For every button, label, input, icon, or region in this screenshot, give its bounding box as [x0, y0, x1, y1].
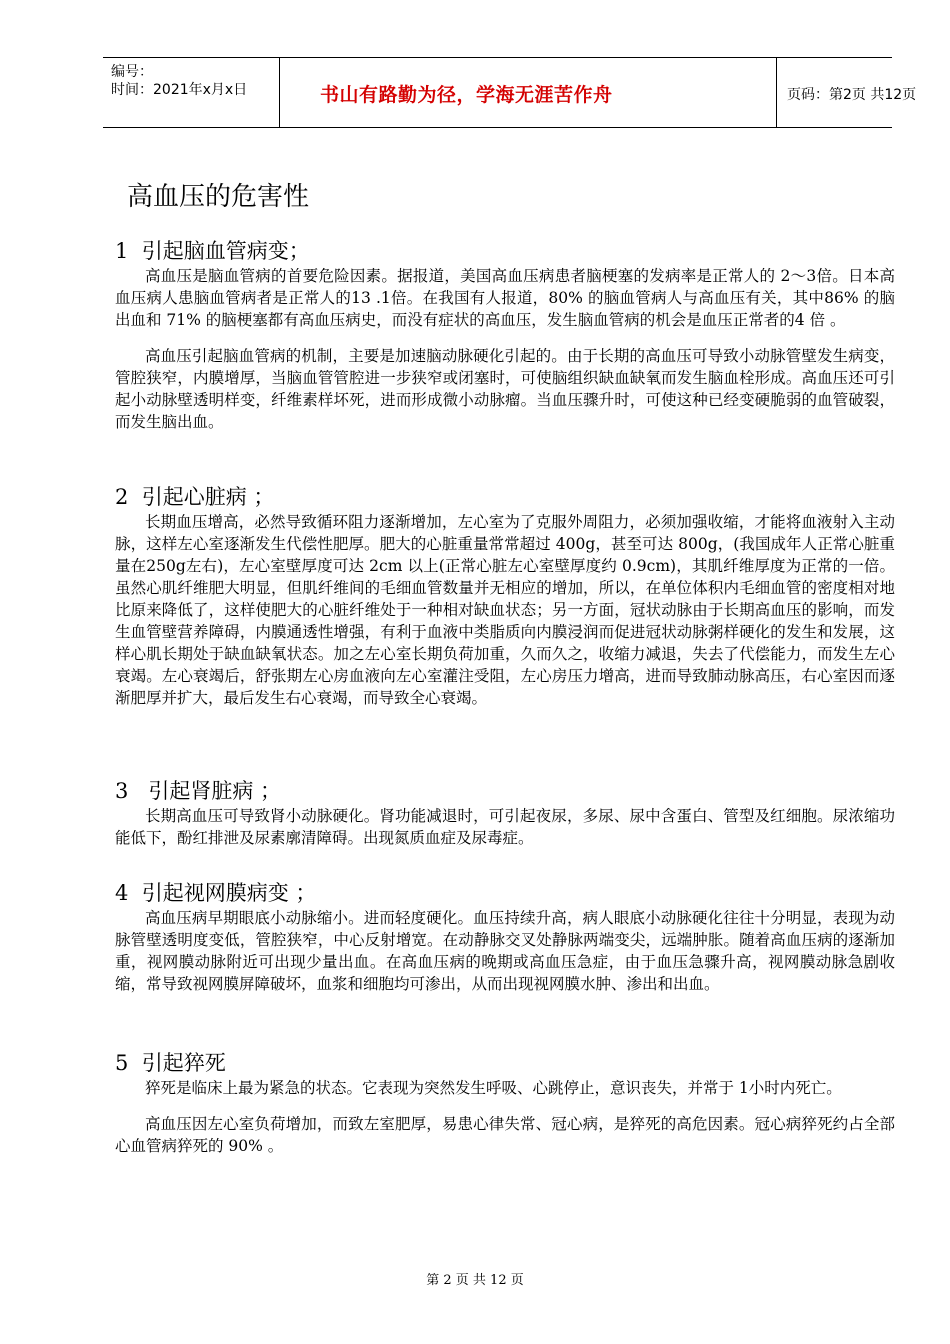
- section-heading: 3 引起肾脏病 ；: [115, 779, 282, 803]
- section-retinopathy: [115, 879, 895, 995]
- section-cerebrovascular: [115, 237, 895, 433]
- section-kidney-disease: [115, 777, 895, 849]
- section-heading: 2 引起心脏病 ；: [115, 485, 275, 509]
- number-label: 编号：: [111, 64, 153, 80]
- section-sudden-death: [115, 1049, 895, 1157]
- document-title: 高血压的危害性: [127, 182, 310, 212]
- section-heading: 5 引起猝死: [115, 1051, 226, 1075]
- paragraph: 高血压病早期眼底小动脉缩小。进而轻度硬化。血压持续升高，病人眼底小动脉硬化往往十分明显，表现为动脉管壁透明度变低，管腔狭窄，中心反射增宽。在动静脉交叉处静脉两端变尖，远端肿胀。随着高血压病的逐渐加重，视网膜动脉附近可出现少量出血。在高血压病的晚期或高血压急症，由于血压急骤升高，视网膜动脉急剧收缩，常导致视网膜屏障破坏，血浆和细胞均可渗出，从而出现视网膜水肿、渗出和出血。: [115, 909, 895, 993]
- header-page-cell: [777, 58, 917, 127]
- paragraph: 高血压因左心室负荷增加，而致左室肥厚，易患心律失常、冠心病，是猝死的高危因素。冠心病猝死约占全部心血管病猝死的 90% 。: [115, 1115, 895, 1155]
- section-heading: 4 引起视网膜病变 ；: [115, 881, 317, 905]
- header-info-cell: [103, 58, 279, 127]
- section-heart-disease: [115, 483, 895, 709]
- header-table: [103, 57, 917, 128]
- page-footer: 第 2 页 共 12 页: [426, 1273, 524, 1288]
- paragraph: 长期高血压可导致肾小动脉硬化。肾功能减退时，可引起夜尿，多尿、尿中含蛋白、管型及红细胞。尿浓缩功能低下，酚红排泄及尿素廓清障碍。出现氮质血症及尿毒症。: [115, 807, 895, 847]
- paragraph: 长期血压增高，必然导致循环阻力逐渐增加，左心室为了克服外周阻力，必须加强收缩，才能将血液射入主动脉，这样左心室逐渐发生代偿性肥厚。肥大的心脏重量常常超过 400g，甚至可达 800g，(我国成年人正常心脏重量在250g左右)，左心室壁厚度可达 2cm 以上(正常心脏左心室壁厚度约 0.9cm)，其肌纤维厚度为正常的一倍。虽然心肌纤维肥大明显，但肌纤维间的毛细血管数量并无相应的增加，所以，在单位体积内毛细血管的密度相对地比原来降低了，这样使肥大的心脏纤维处于一种相对缺血状态；另一方面，冠状动脉由于长期高血压的影响，而发生血管壁营养障碍，内膜通透性增强，有利于血液中类脂质向内膜浸润而促进冠状动脉粥样硬化的发生和发展，这样心肌长期处于缺血缺氧状态。加之左心室长期负荷加重，久而久之，收缩力减退，失去了代偿能力，而发生左心衰竭。左心衰竭后，舒张期左心房血液向左心室灌注受阻，左心房压力增高，进而导致肺动脉高压，右心室因而逐渐肥厚并扩大，最后发生右心衰竭，而导致全心衰竭。: [115, 513, 895, 707]
- page-info: 页码：第2页 共12页: [787, 87, 917, 103]
- time-label: 时间：2021年x月x日: [111, 82, 248, 98]
- paragraph: 猝死是临床上最为紧急的状态。它表现为突然发生呼吸、心跳停止，意识丧失，并常于 1小时内死亡。: [145, 1079, 842, 1097]
- paragraph: 高血压引起脑血管病的机制，主要是加速脑动脉硬化引起的。由于长期的高血压可导致小动脉管壁发生病变，管腔狭窄，内膜增厚，当脑血管管腔进一步狭窄或闭塞时，可使脑组织缺血缺氧而发生脑血栓形成。高血压还可引起小动脉壁透明样变，纤维素样坏死，进而形成微小动脉瘤。当血压骤升时，可使这种已经变硬脆弱的血管破裂，而发生脑出血。: [115, 347, 895, 431]
- header-motto-cell: [279, 58, 777, 127]
- paragraph: 高血压是脑血管病的首要危险因素。据报道，美国高血压病患者脑梗塞的发病率是正常人的 2～3倍。日本高血压病人患脑血管病者是正常人的13 .1倍。在我国有人报道，80% 的脑血管病人与高血压有关，其中86% 的脑出血和 71% 的脑梗塞都有高血压病史，而没有症状的高血压，发生脑血管病的机会是血压正常者的4 倍 。: [115, 267, 895, 329]
- motto: 书山有路勤为径，学海无涯苦作舟: [320, 84, 613, 106]
- section-heading: 1 引起脑血管病变；: [115, 239, 310, 263]
